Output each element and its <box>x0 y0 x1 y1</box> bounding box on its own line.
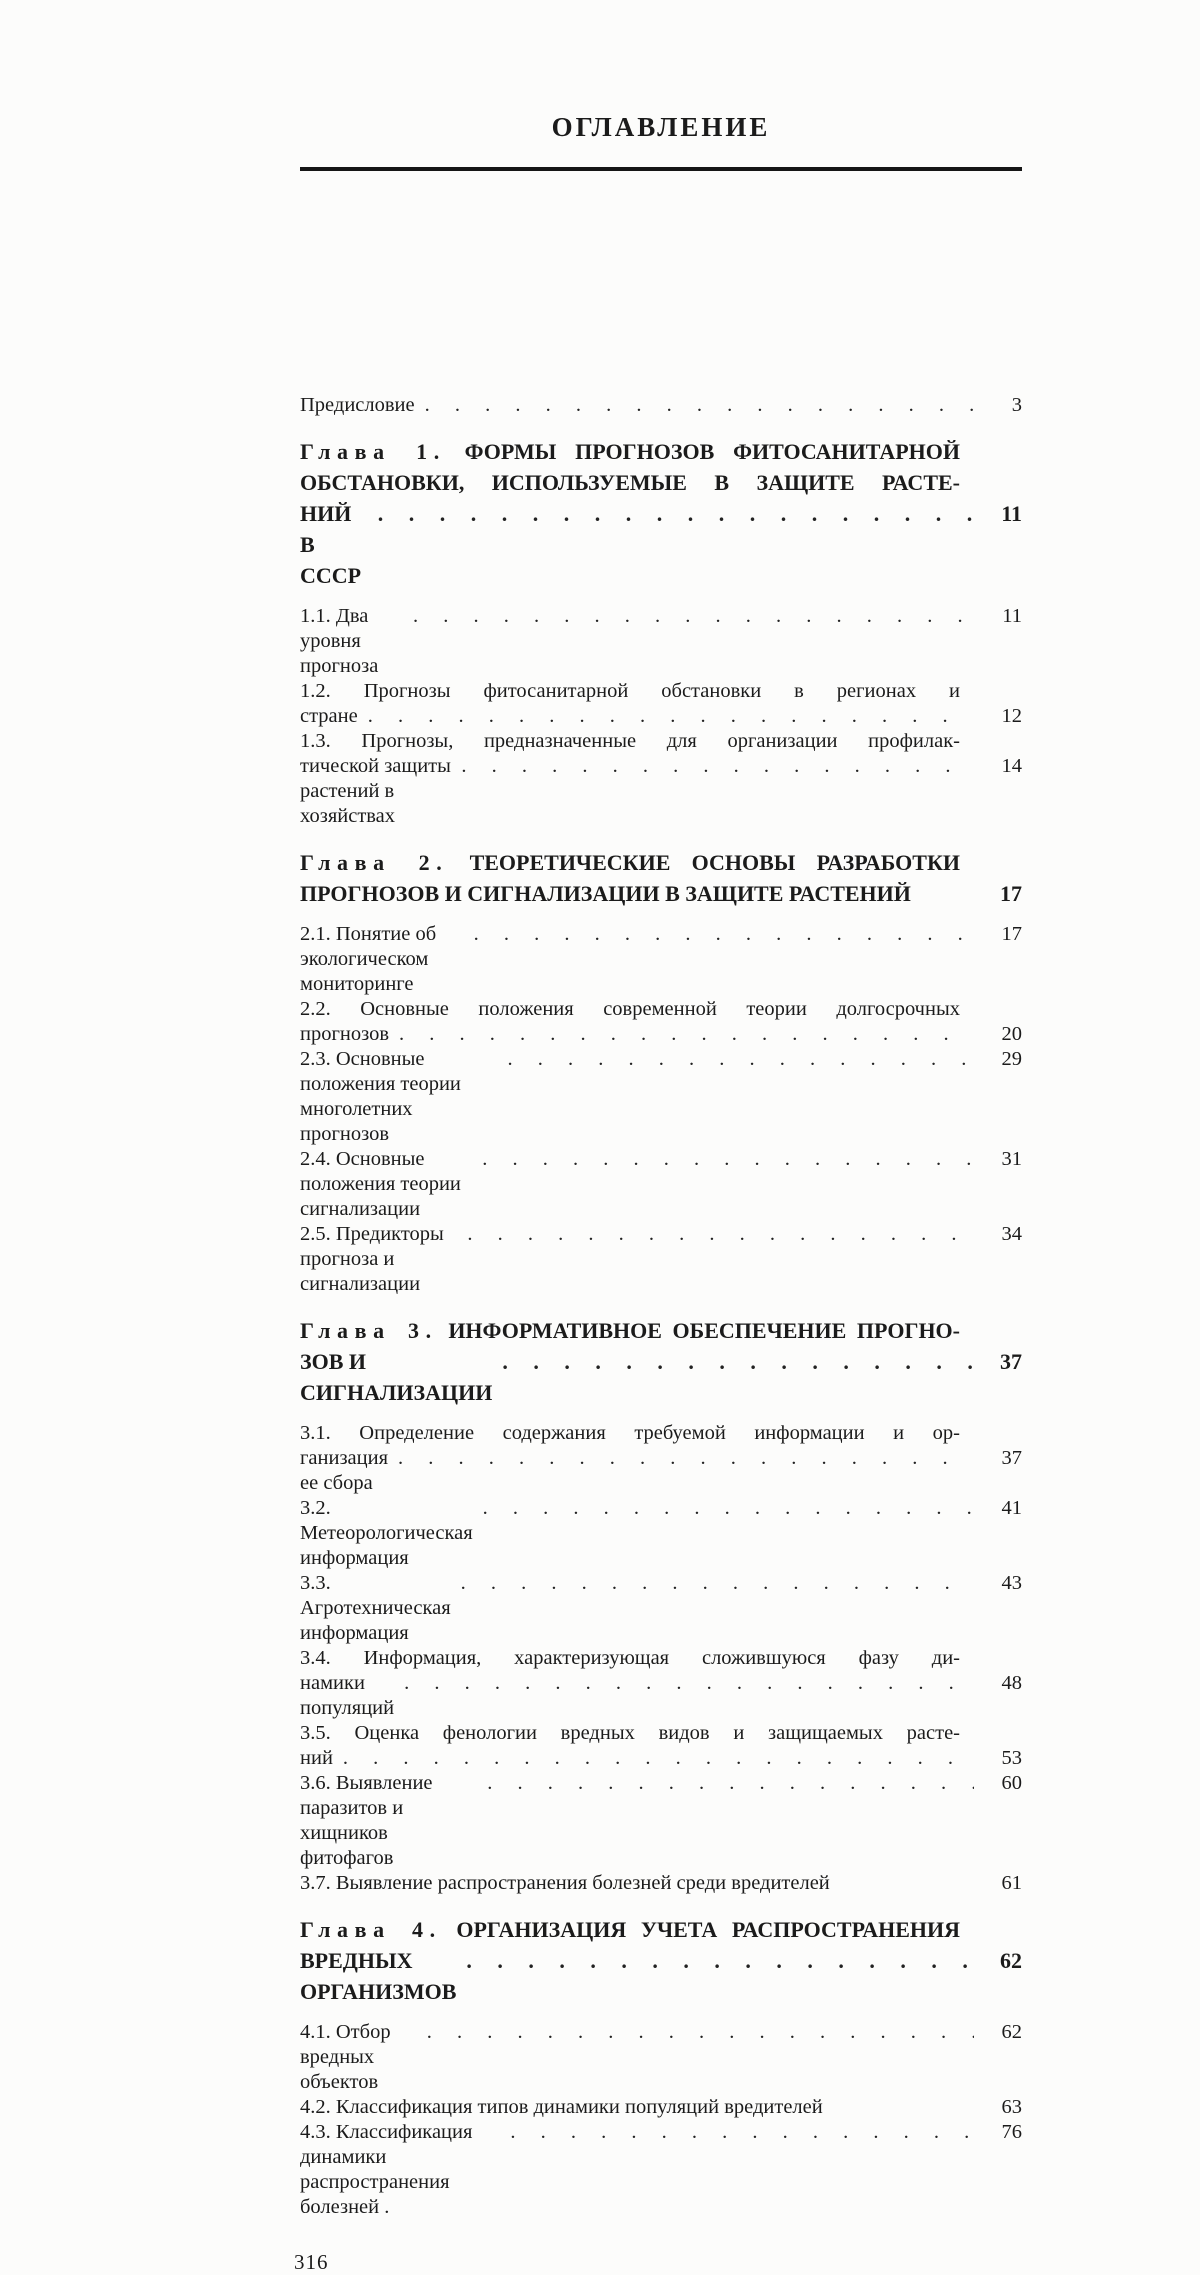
toc-entry-text: 4.1. Отбор вредных объектов <box>300 2021 391 2093</box>
book-page <box>294 112 1022 2275</box>
toc-entry-line <box>300 467 1022 498</box>
dot-leader <box>507 1047 974 1072</box>
toc-entry-line <box>300 1571 1022 1646</box>
toc-entry-text: 2.3. Основные положения теории многолетних прогнозов <box>300 1048 461 1145</box>
toc-entry-line <box>300 922 1022 997</box>
toc-entry-text: 2.4. Основные положения теории сигнализации <box>300 1148 461 1220</box>
toc-entry-text: НИЙ В СССР <box>300 501 362 588</box>
dot-leader <box>467 1222 974 1247</box>
toc-item-entry <box>300 1771 1022 1871</box>
toc-entry-text: 3.1. Определение содержания требуемой информации и ор- <box>300 1422 960 1444</box>
toc-page-number: 53 <box>1001 1747 1022 1769</box>
toc-entry-text: 1.1. Два уровня прогноза <box>300 605 379 677</box>
dot-leader <box>483 1496 974 1521</box>
toc-item-entry <box>300 1222 1022 1297</box>
toc-item-entry <box>300 2120 1022 2220</box>
toc-entry-line <box>300 878 1022 909</box>
toc-entry-line <box>300 1914 1022 1945</box>
toc-entry-text: 1.3. Прогнозы, предназначенные для организации профилак- <box>300 730 960 752</box>
toc-entry-text: ний <box>300 1747 333 1769</box>
dot-leader <box>368 704 974 729</box>
toc-entry-line <box>300 1646 1022 1671</box>
toc-entry-line <box>300 754 1022 829</box>
toc-entry-line <box>300 1496 1022 1571</box>
toc-entry-text: ЗОВ И СИГНАЛИЗАЦИИ <box>300 1349 493 1405</box>
dot-leader <box>487 1771 974 1796</box>
toc-entry-line <box>300 1746 1022 1771</box>
chapter-label: Глава 4. <box>300 1917 442 1942</box>
toc-entry-line <box>300 1022 1022 1047</box>
toc-page-number: 12 <box>1001 705 1022 727</box>
toc-entry-text: 3.6. Выявление паразитов и хищников фитофагов <box>300 1772 433 1869</box>
toc-entry-text: намики популяций <box>300 1672 395 1719</box>
toc-item-entry <box>300 393 1022 418</box>
toc-item-entry <box>300 1496 1022 1571</box>
chapter-label: Глава 2. <box>300 850 449 875</box>
toc-entry-text: 3.2. Метеорологическая информация <box>300 1497 473 1569</box>
toc-entry-line <box>300 1421 1022 1446</box>
toc-entry-line <box>300 2095 1022 2120</box>
toc-entry-text: 2.5. Предикторы прогноза и сигнализации <box>300 1223 444 1295</box>
toc-page-number: 20 <box>1001 1023 1022 1045</box>
toc-entry-text: 3.7. Выявление распространения болезней среди вредителей <box>300 1872 830 1894</box>
toc-page-number: 11 <box>1002 605 1022 627</box>
toc-page-number: 17 <box>1000 881 1022 906</box>
toc-entry-text: ОБСТАНОВКИ, ИСПОЛЬЗУЕМЫЕ В ЗАЩИТЕ РАСТЕ- <box>300 470 960 495</box>
toc-item-entry <box>300 2095 1022 2120</box>
toc-item-entry <box>300 1721 1022 1771</box>
dot-leader <box>482 1147 974 1172</box>
toc-item-entry <box>300 2020 1022 2095</box>
toc-entry-text: прогнозов <box>300 1023 390 1045</box>
toc-entry-text: Глава 1. ФОРМЫ ПРОГНОЗОВ ФИТОСАНИТАРНОЙ <box>300 439 960 464</box>
toc-entry-line <box>300 729 1022 754</box>
toc-item-entry <box>300 997 1022 1047</box>
toc-entry-line <box>300 1721 1022 1746</box>
page-title: ОГЛАВЛЕНИЕ <box>551 112 771 142</box>
toc-entry-text: Предисловие <box>300 394 415 416</box>
toc-entry-text: ганизация ее сбора <box>300 1447 389 1494</box>
toc-page-number: 62 <box>1000 1948 1022 1973</box>
toc-page-number: 60 <box>1001 1772 1022 1794</box>
toc-item-entry <box>300 1871 1022 1896</box>
toc-chapter-entry <box>300 1315 1022 1408</box>
toc-entry-text: 2.1. Понятие об экологическом мониторинге <box>300 923 437 995</box>
toc-item-entry <box>300 1421 1022 1496</box>
toc-entry-line <box>300 1671 1022 1721</box>
toc-entry-line <box>300 1446 1022 1496</box>
toc-page-number: 63 <box>1001 2096 1022 2118</box>
toc-entry-text: Глава 4. ОРГАНИЗАЦИЯ УЧЕТА РАСПРОСТРАНЕНИЯ <box>300 1917 960 1942</box>
toc-entry-line <box>300 1222 1022 1297</box>
dot-leader <box>378 498 974 529</box>
toc-item-entry <box>300 1646 1022 1721</box>
toc-page-number: 61 <box>1001 1872 1022 1894</box>
toc-item-entry <box>300 729 1022 829</box>
dot-leader <box>502 1346 974 1377</box>
toc-page-number: 3 <box>1011 394 1022 416</box>
toc-entry-text: Глава 3. ИНФОРМАТИВНОЕ ОБЕСПЕЧЕНИЕ ПРОГНО- <box>300 1318 960 1343</box>
toc-item-entry <box>300 1147 1022 1222</box>
toc-page-number: 11 <box>1001 501 1022 526</box>
toc-item-entry <box>300 1571 1022 1646</box>
dot-leader <box>466 1945 974 1976</box>
toc-page-number: 31 <box>1001 1148 1022 1170</box>
toc-entry-line <box>300 997 1022 1022</box>
toc-item-entry <box>300 922 1022 997</box>
dot-leader <box>425 393 974 418</box>
toc-entry-line <box>300 393 1022 418</box>
toc-page-number: 43 <box>1001 1572 1022 1594</box>
toc-entry-line <box>300 498 1022 591</box>
toc-list <box>300 393 1022 2220</box>
toc-entry-line <box>300 679 1022 704</box>
toc-entry-line <box>300 1945 1022 2007</box>
toc-entry-line <box>300 1771 1022 1871</box>
toc-page-number: 34 <box>1001 1223 1022 1245</box>
toc-entry-text: тической защиты растений в хозяйствах <box>300 755 451 827</box>
toc-entry-line <box>300 1871 1022 1896</box>
toc-entry-text: ПРОГНОЗОВ И СИГНАЛИЗАЦИИ В ЗАЩИТЕ РАСТЕНИЙ <box>300 881 911 906</box>
toc-entry-text: ВРЕДНЫХ ОРГАНИЗМОВ <box>300 1948 457 2004</box>
toc-page-number: 37 <box>1001 1447 1022 1469</box>
dot-leader <box>404 1671 974 1696</box>
toc-entry-text: стране <box>300 705 358 727</box>
title-rule <box>300 167 1022 173</box>
toc-entry-line <box>300 1315 1022 1346</box>
toc-page-number: 62 <box>1001 2021 1022 2043</box>
dot-leader <box>510 2120 974 2145</box>
toc-entry-text: 3.5. Оценка фенологии вредных видов и защищаемых расте- <box>300 1722 960 1744</box>
dot-leader <box>399 1022 974 1047</box>
toc-entry-text: 3.3. Агротехническая информация <box>300 1572 451 1644</box>
toc-chapter-entry <box>300 1914 1022 2007</box>
chapter-label: Глава 1. <box>300 439 446 464</box>
dot-leader <box>461 1571 974 1596</box>
toc-entry-line <box>300 1147 1022 1222</box>
toc-entry-text: 4.2. Классификация типов динамики популяций вредителей <box>300 2096 823 2118</box>
dot-leader <box>413 604 974 629</box>
toc-page-number: 41 <box>1001 1497 1022 1519</box>
toc-page-number: 76 <box>1001 2121 1022 2143</box>
dot-leader <box>343 1746 974 1771</box>
toc-item-entry <box>300 604 1022 679</box>
toc-entry-line <box>300 704 1022 729</box>
toc-item-entry <box>300 1047 1022 1147</box>
footer-page-number: 316 <box>294 2250 329 2274</box>
toc-item-entry <box>300 679 1022 729</box>
toc-entry-line <box>300 1346 1022 1408</box>
toc-page-number: 48 <box>1001 1672 1022 1694</box>
toc-entry-text: 3.4. Информация, характеризующая сложившуюся фазу ди- <box>300 1647 960 1669</box>
toc-chapter-entry <box>300 436 1022 591</box>
toc-page-number: 14 <box>1001 755 1022 777</box>
toc-entry-line <box>300 2020 1022 2095</box>
toc-page-number: 37 <box>1000 1349 1022 1374</box>
toc-entry-line <box>300 436 1022 467</box>
toc-page-number: 17 <box>1001 923 1022 945</box>
dot-leader <box>461 754 974 779</box>
toc-entry-line <box>300 847 1022 878</box>
toc-entry-line <box>300 2120 1022 2220</box>
toc-page-number: 29 <box>1001 1048 1022 1070</box>
chapter-label: Глава 3. <box>300 1318 438 1343</box>
toc-entry-text: Глава 2. ТЕОРЕТИЧЕСКИЕ ОСНОВЫ РАЗРАБОТКИ <box>300 850 961 875</box>
toc-entry-line <box>300 1047 1022 1147</box>
dot-leader <box>427 2020 974 2045</box>
toc-chapter-entry <box>300 847 1022 909</box>
toc-entry-text: 2.2. Основные положения современной теории долгосрочных <box>300 998 960 1020</box>
dot-leader <box>398 1446 974 1471</box>
toc-entry-line <box>300 604 1022 679</box>
toc-entry-text: 1.2. Прогнозы фитосанитарной обстановки в регионах и <box>300 680 960 702</box>
dot-leader <box>474 922 974 947</box>
toc-entry-text: 4.3. Классификация динамики распространения болезней . <box>300 2121 473 2218</box>
